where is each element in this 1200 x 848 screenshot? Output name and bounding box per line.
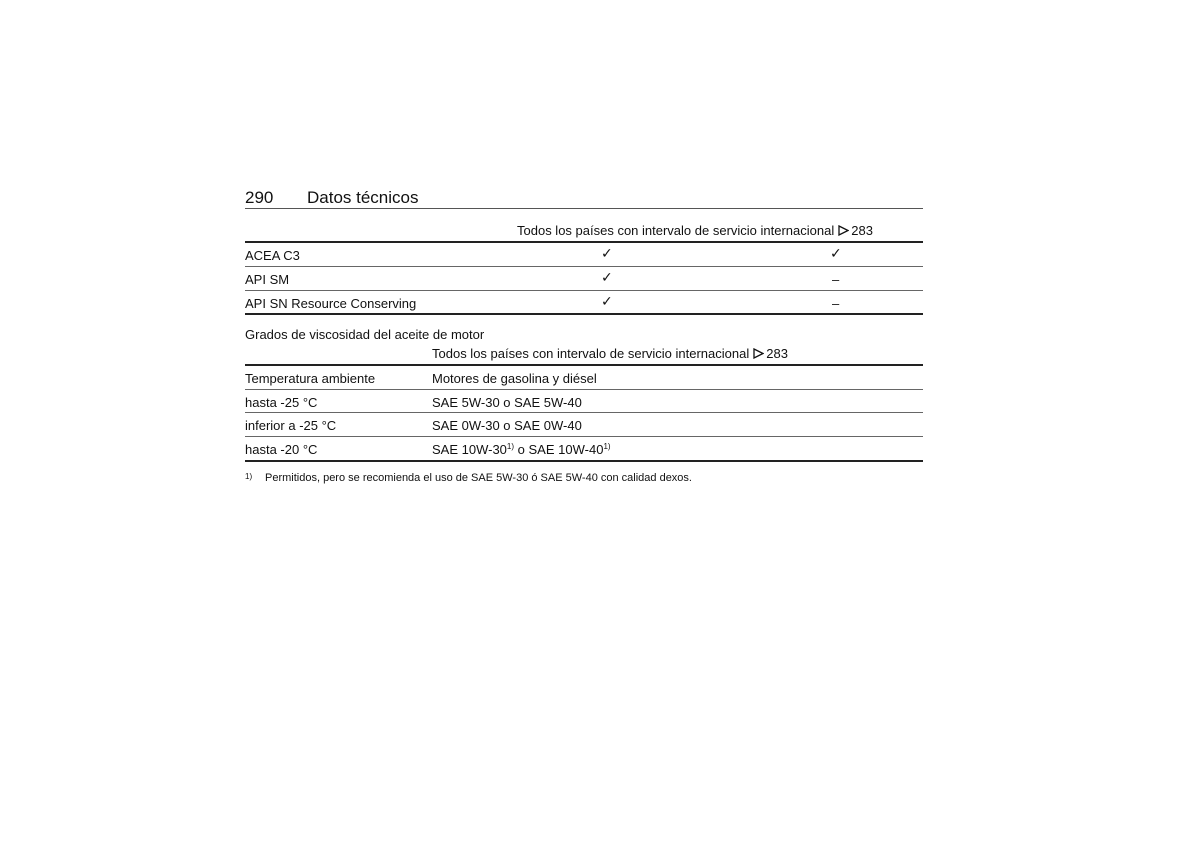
viscosity-grade-a: SAE 10W-30 <box>432 442 507 457</box>
footnote-mark: 1) <box>245 472 253 481</box>
column-header-engines: Motores de gasolina y diésel <box>432 371 597 386</box>
table-rule <box>245 364 923 366</box>
footnote-text: Permitidos, pero se recomienda el uso de SAE 5W-30 ó SAE 5W-40 con calidad dexos. <box>265 472 692 484</box>
section-heading: Grados de viscosidad del aceite de motor <box>245 327 485 342</box>
checkmark-icon: ✓ <box>601 246 613 262</box>
not-applicable-dash: – <box>832 272 840 287</box>
spec-table-header-text: Todos los países con intervalo de servicio internacional <box>517 223 835 238</box>
viscosity-table-header-ref[interactable]: 283 <box>766 346 788 361</box>
viscosity-grade-b: SAE 10W-40 <box>528 442 604 457</box>
spec-table-header <box>517 223 873 238</box>
viscosity-grade-cell: SAE 0W-30 o SAE 0W-40 <box>432 418 582 433</box>
grade-separator: o <box>514 442 529 457</box>
table-rule <box>245 313 923 315</box>
not-applicable-dash: – <box>832 296 840 311</box>
table-rule <box>245 266 923 267</box>
viscosity-grade-cell: SAE 5W-30 o SAE 5W-40 <box>432 395 582 410</box>
table-rule <box>245 460 923 462</box>
temperature-cell: inferior a -25 °C <box>245 418 337 433</box>
viscosity-grade-cell <box>432 442 611 457</box>
footnote-ref[interactable]: 1) <box>506 442 515 451</box>
table-rule <box>245 389 923 390</box>
table-rule <box>245 436 923 437</box>
spec-row-label: API SM <box>245 272 290 287</box>
spec-table-header-ref[interactable]: 283 <box>851 223 873 238</box>
viscosity-table-header-text: Todos los países con intervalo de servicio internacional <box>432 346 750 361</box>
page-reference-icon <box>753 348 764 359</box>
table-rule <box>245 241 923 243</box>
checkmark-icon: ✓ <box>601 270 613 286</box>
temperature-cell: hasta -25 °C <box>245 395 318 410</box>
spec-row-label: API SN Resource Conserving <box>245 296 417 311</box>
table-rule <box>245 412 923 413</box>
page-number: 290 <box>245 188 274 207</box>
checkmark-icon: ✓ <box>830 246 842 262</box>
table-rule <box>245 290 923 291</box>
header-divider <box>245 208 923 209</box>
page-reference-icon <box>838 225 849 236</box>
spec-row-label: ACEA C3 <box>245 248 300 263</box>
page-title: Datos técnicos <box>307 188 419 207</box>
column-header-temperature: Temperatura ambiente <box>245 371 376 386</box>
viscosity-table-header <box>432 346 788 361</box>
footnote-ref[interactable]: 1) <box>603 442 611 451</box>
checkmark-icon: ✓ <box>601 294 613 310</box>
temperature-cell: hasta -20 °C <box>245 442 318 457</box>
